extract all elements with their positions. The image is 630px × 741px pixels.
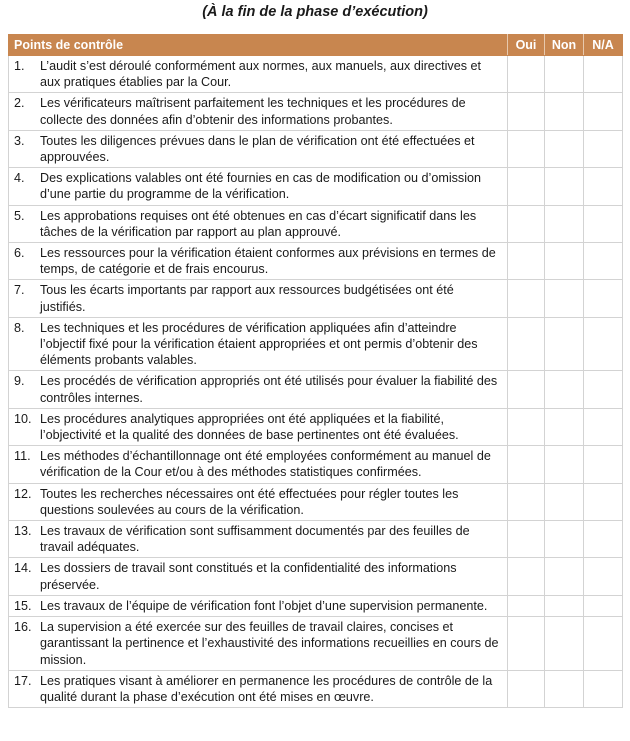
checkpoint-text: Les dossiers de travail sont constitués et la confidentialité des informations préservée.: [40, 561, 457, 592]
checkbox-cell-oui[interactable]: [508, 483, 545, 520]
checkpoint-cell: [9, 168, 508, 205]
checkpoint-number: 4.: [14, 171, 25, 186]
checkbox-cell-na[interactable]: [584, 670, 623, 707]
page-title: (À la fin de la phase d’exécution): [202, 4, 428, 20]
checkpoint-text: Les approbations requises ont été obtenues en cas d’écart significatif dans les tâches de la vérification par rapport au plan approuvé.: [40, 208, 477, 239]
checkpoint-cell: [9, 56, 508, 93]
checkbox-cell-oui[interactable]: [508, 243, 545, 280]
table-row: [9, 280, 623, 317]
checkpoint-number: 11.: [14, 449, 31, 464]
checkbox-cell-na[interactable]: [584, 317, 623, 371]
checkbox-cell-oui[interactable]: [508, 408, 545, 445]
checkpoint-number: 5.: [14, 208, 25, 223]
header-non: Non: [545, 35, 584, 56]
table-row: [9, 558, 623, 595]
checkpoint-text: Les ressources pour la vérification étaient conformes aux prévisions en termes de temps, de catégorie et de frais encourus.: [40, 246, 496, 277]
checkbox-cell-na[interactable]: [584, 168, 623, 205]
checkbox-cell-oui[interactable]: [508, 446, 545, 483]
checkbox-cell-oui[interactable]: [508, 670, 545, 707]
table-row: [9, 317, 623, 371]
table-row: [9, 371, 623, 408]
checkpoint-number: 7.: [14, 283, 25, 298]
checkbox-cell-na[interactable]: [584, 521, 623, 558]
checkpoint-text: Les techniques et les procédures de vérification appliquées afin d’atteindre l’objectif fixé pour la vérification étaient appropriées et ont permis d’obtenir des éléments probants valables.: [40, 320, 478, 368]
checkbox-cell-non[interactable]: [545, 93, 584, 130]
checkpoint-cell: [9, 521, 508, 558]
checkbox-cell-non[interactable]: [545, 617, 584, 671]
checkpoint-cell: [9, 670, 508, 707]
table-row: [9, 205, 623, 242]
checkpoint-number: 2.: [14, 96, 25, 111]
checkbox-cell-oui[interactable]: [508, 280, 545, 317]
checkbox-cell-non[interactable]: [545, 130, 584, 167]
checkpoint-text: Tous les écarts importants par rapport aux ressources budgétisées ont été justifiés.: [40, 283, 454, 314]
checkpoint-cell: [9, 243, 508, 280]
checkbox-cell-na[interactable]: [584, 56, 623, 93]
checkbox-cell-non[interactable]: [545, 670, 584, 707]
table-row: [9, 168, 623, 205]
checkbox-cell-non[interactable]: [545, 521, 584, 558]
checkbox-cell-non[interactable]: [545, 243, 584, 280]
checkpoint-number: 6.: [14, 246, 25, 261]
checkbox-cell-na[interactable]: [584, 408, 623, 445]
checkpoint-cell: [9, 93, 508, 130]
checkbox-cell-non[interactable]: [545, 371, 584, 408]
checkpoint-cell: [9, 317, 508, 371]
checkbox-cell-na[interactable]: [584, 93, 623, 130]
checkpoint-cell: [9, 595, 508, 616]
checkbox-cell-na[interactable]: [584, 483, 623, 520]
table-row: [9, 446, 623, 483]
checkpoint-text: Les procédures analytiques appropriées ont été appliquées et la fiabilité, l’objectivité et la qualité des données de base pertinentes ont été évaluées.: [40, 411, 459, 443]
table-row: [9, 595, 623, 616]
checkpoint-number: 12.: [14, 486, 32, 501]
checkbox-cell-non[interactable]: [545, 558, 584, 595]
checkbox-cell-oui[interactable]: [508, 205, 545, 242]
header-na: N/A: [584, 35, 623, 56]
header-oui: Oui: [508, 35, 545, 56]
checkpoint-text: Les vérificateurs maîtrisent parfaitement les techniques et les procédures de collecte des données afin d’obtenir des informations probantes.: [40, 96, 466, 127]
checkbox-cell-oui[interactable]: [508, 371, 545, 408]
checkbox-cell-oui[interactable]: [508, 93, 545, 130]
checkbox-cell-na[interactable]: [584, 446, 623, 483]
checkbox-cell-oui[interactable]: [508, 558, 545, 595]
checkpoint-number: 10.: [14, 411, 32, 426]
checkbox-cell-non[interactable]: [545, 280, 584, 317]
checkpoint-text: L’audit s’est déroulé conformément aux normes, aux manuels, aux directives et aux pratiques établies par la Cour.: [40, 59, 482, 90]
checkbox-cell-non[interactable]: [545, 205, 584, 242]
checkbox-cell-non[interactable]: [545, 168, 584, 205]
checkpoint-number: 1.: [14, 59, 25, 73]
checkpoint-cell: [9, 617, 508, 671]
checkpoint-cell: [9, 371, 508, 408]
checkpoint-text: Les travaux de vérification sont suffisamment documentés par des feuilles de travail adéquates.: [40, 524, 470, 555]
table-row: [9, 521, 623, 558]
checkbox-cell-na[interactable]: [584, 617, 623, 671]
checkbox-cell-oui[interactable]: [508, 168, 545, 205]
checkbox-cell-oui[interactable]: [508, 521, 545, 558]
table-row: [9, 130, 623, 167]
checkpoint-cell: [9, 408, 508, 445]
checkbox-cell-non[interactable]: [545, 483, 584, 520]
checkbox-cell-non[interactable]: [545, 595, 584, 616]
checkpoint-text: Les pratiques visant à améliorer en permanence les procédures de contrôle de la qualité durant la phase d’exécution ont été mises en œuvre.: [40, 673, 493, 704]
checkpoint-number: 15.: [14, 598, 32, 613]
checkbox-cell-non[interactable]: [545, 446, 584, 483]
checkpoint-cell: [9, 280, 508, 317]
checkpoint-cell: [9, 446, 508, 483]
checkbox-cell-non[interactable]: [545, 408, 584, 445]
table-row: [9, 670, 623, 707]
table-row: [9, 617, 623, 671]
checkpoint-number: 3.: [14, 133, 25, 148]
checkbox-cell-oui[interactable]: [508, 317, 545, 371]
table-header-row: [9, 35, 623, 56]
table-row: [9, 93, 623, 130]
checklist-table: [8, 34, 623, 708]
checkbox-cell-na[interactable]: [584, 371, 623, 408]
checkpoint-number: 17.: [14, 673, 32, 688]
checkbox-cell-na[interactable]: [584, 558, 623, 595]
checkbox-cell-oui[interactable]: [508, 595, 545, 616]
checkpoint-text: Des explications valables ont été fournies en cas de modification ou d’omission d’une partie du programme de la vérification.: [40, 171, 482, 202]
table-body: [9, 56, 623, 708]
checkpoint-text: Les méthodes d’échantillonnage ont été employées conformément au manuel de vérification de la Cour et/ou à des méthodes statistiques confirmées.: [40, 449, 491, 480]
checkpoint-number: 9.: [14, 374, 25, 389]
checkpoint-text: Toutes les recherches nécessaires ont été effectuées pour régler toutes les questions soulevées au cours de la vérification.: [40, 486, 459, 517]
checkpoint-text: Les procédés de vérification appropriés ont été utilisés pour évaluer la fiabilité des contrôles internes.: [40, 374, 498, 405]
checkbox-cell-non[interactable]: [545, 317, 584, 371]
header-points-de-controle: Points de contrôle: [9, 35, 508, 56]
checkbox-cell-non[interactable]: [545, 56, 584, 93]
checkpoint-number: 16.: [14, 620, 32, 635]
checkbox-cell-na[interactable]: [584, 130, 623, 167]
checkbox-cell-na[interactable]: [584, 205, 623, 242]
table-row: [9, 243, 623, 280]
checkpoint-number: 8.: [14, 320, 25, 335]
checkpoint-text: Les travaux de l’équipe de vérification font l’objet d’une supervision permanente.: [40, 598, 488, 613]
checkpoint-text: Toutes les diligences prévues dans le plan de vérification ont été effectuées et approuvées.: [40, 133, 475, 165]
checkpoint-cell: [9, 483, 508, 520]
checkbox-cell-oui[interactable]: [508, 56, 545, 93]
checkbox-cell-na[interactable]: [584, 595, 623, 616]
checkpoint-cell: [9, 130, 508, 167]
checkpoint-number: 13.: [14, 524, 32, 539]
checkpoint-number: 14.: [14, 561, 32, 576]
checkbox-cell-oui[interactable]: [508, 617, 545, 671]
table-row: [9, 408, 623, 445]
checkpoint-text: La supervision a été exercée sur des feuilles de travail claires, concises et garantissant la pertinence et l’exhaustivité des informations recueillies en cours de mission.: [40, 620, 499, 667]
checkpoint-cell: [9, 205, 508, 242]
table-row: [9, 483, 623, 520]
checkbox-cell-na[interactable]: [584, 280, 623, 317]
checkpoint-cell: [9, 558, 508, 595]
table-row: [9, 56, 623, 93]
checkbox-cell-na[interactable]: [584, 243, 623, 280]
checkbox-cell-oui[interactable]: [508, 130, 545, 167]
